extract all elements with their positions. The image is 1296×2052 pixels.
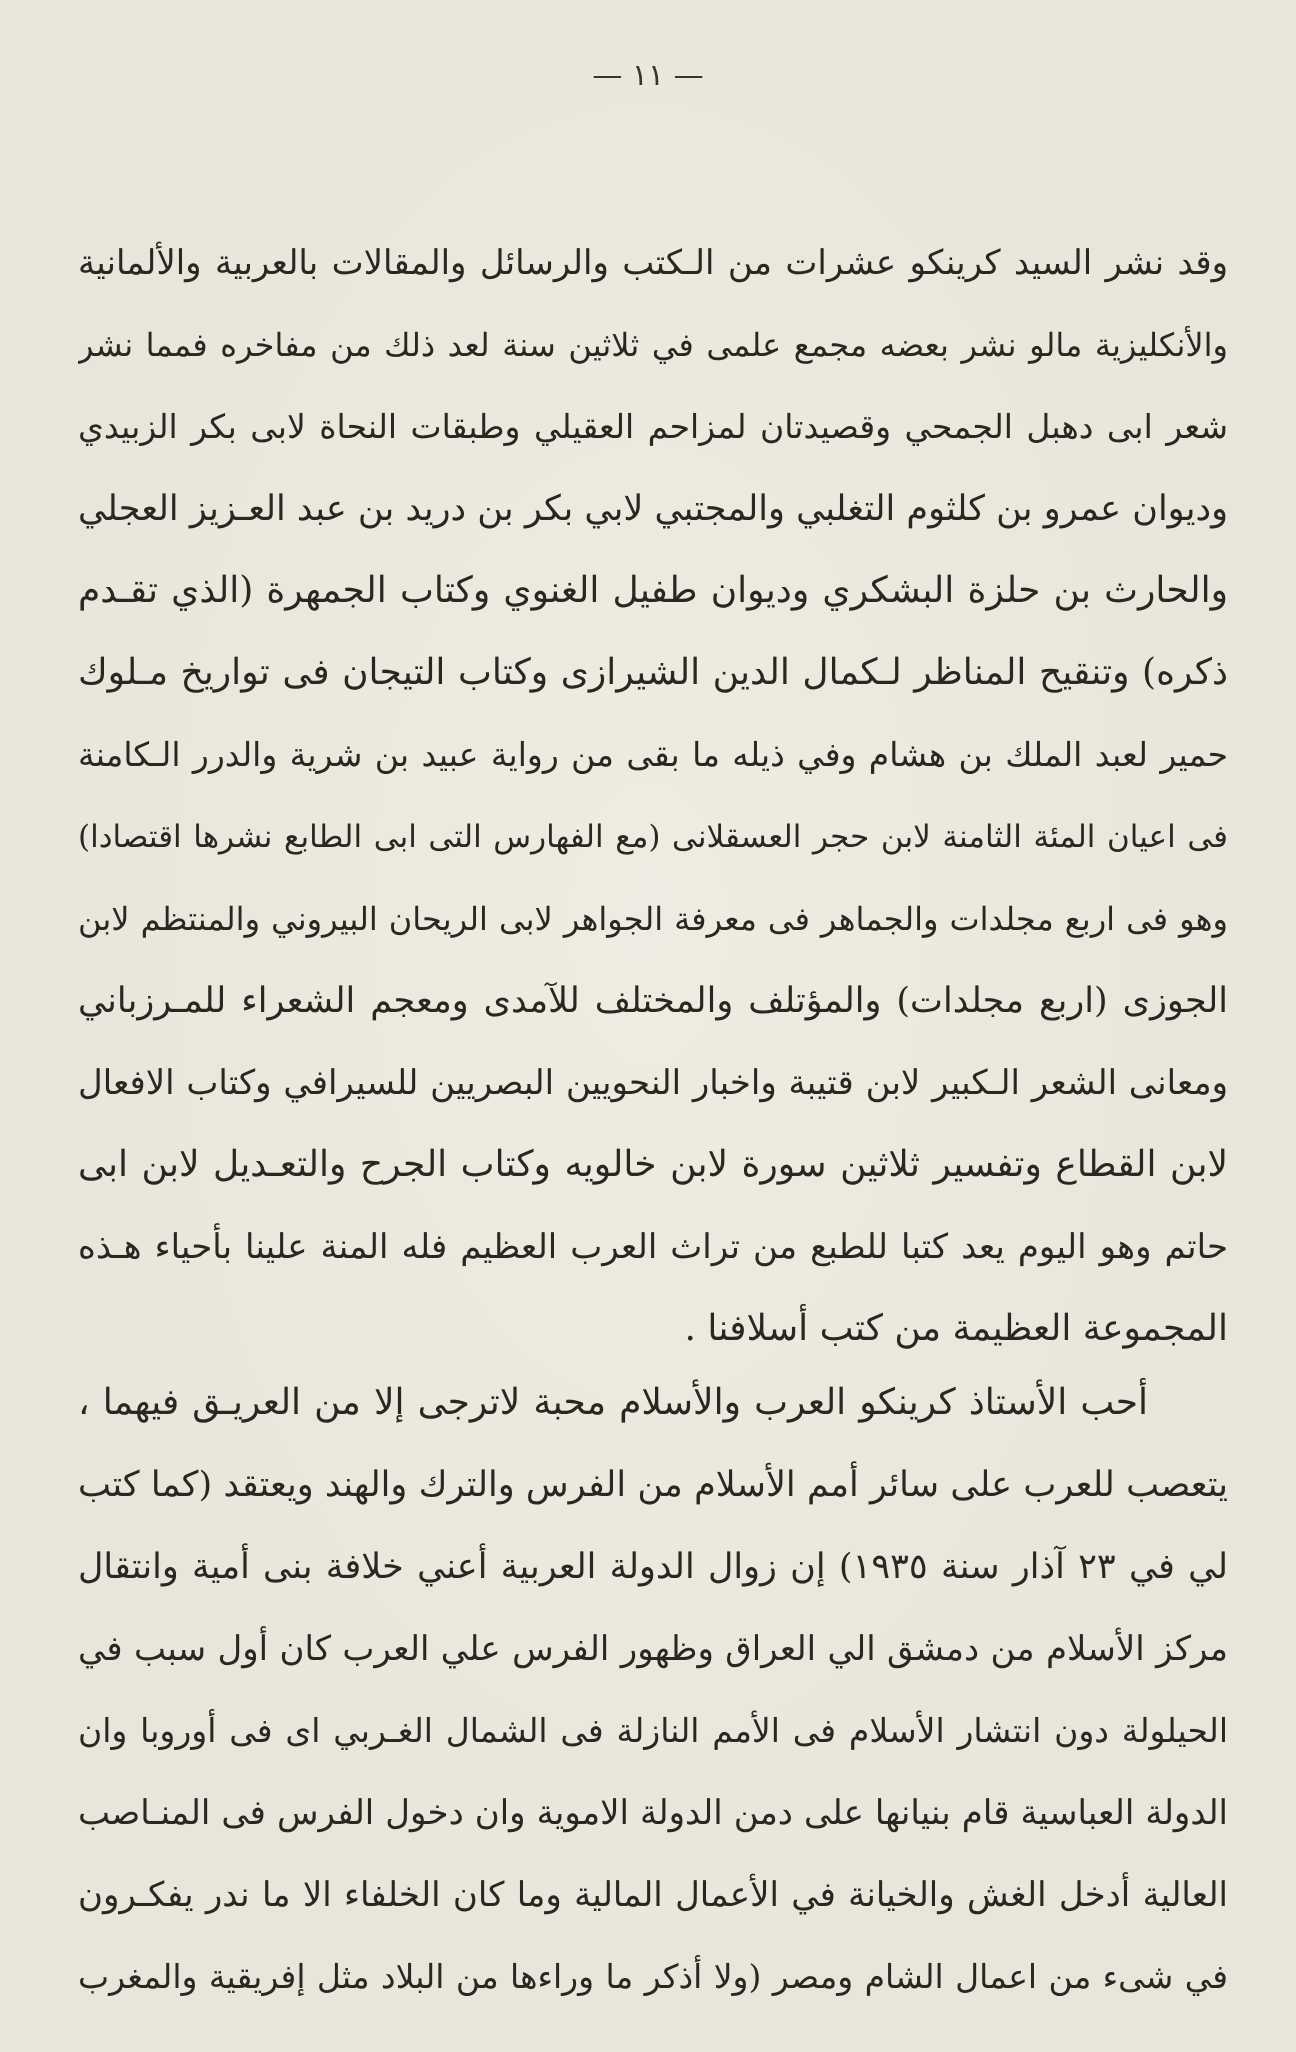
text-line: يتعصب للعرب على سائر أمم الأسلام من الفرس والترك والهند ويعتقد (كما كتب [78,1465,1228,1505]
text-line: وديوان عمرو بن كلثوم التغلبي والمجتبي لابي بكر بن دريد بن عبد العـزيز العجلي [78,489,1228,529]
text-line: وهو فى اربع مجلدات والجماهر فى معرفة الجواهر لابى الريحان البيروني والمنتظم لابن [78,900,1228,938]
text-line: لي في ٢٣ آذار سنة ١٩٣٥) إن زوال الدولة العربية أعني خلافة بنى أمية وانتقال [78,1547,1228,1587]
text-line: ومعانى الشعر الـكبير لابن قتيبة واخبار النحويين البصريين للسيرافي وكتاب الافعال [78,1063,1228,1103]
text-line: حمير لعبد الملك بن هشام وفي ذيله ما بقى من رواية عبيد بن شرية والدرر الـكامنة [78,735,1228,774]
text-line: الجوزى (اربع مجلدات) والمؤتلف والمختلف للآمدى ومعجم الشعراء للمـرزباني [78,981,1228,1021]
text-line: في شىء من اعمال الشام ومصر (ولا أذكر ما وراءها من البلاد مثل إفريقية والمغرب [78,1957,1228,1996]
text-line: وقد نشر السيد كرينكو عشرات من الـكتب والرسائل والمقالات بالعربية والألمانية [78,243,1228,283]
text-line: الدولة العباسية قام بنيانها على دمن الدولة الاموية وان دخول الفرس فى المنـاصب [78,1793,1228,1833]
text-line: حاتم وهو اليوم يعد كتبا للطبع من تراث العرب العظيم فله المنة علينا بأحياء هـذه [78,1227,1228,1267]
paragraph-2 [78,1362,1228,2018]
text-line: والحارث بن حلزة البشكري وديوان طفيل الغنوي وكتاب الجمهرة (الذي تقـدم [78,570,1228,611]
text-line: لابن القطاع وتفسير ثلاثين سورة لابن خالويه وكتاب الجرح والتعـديل لابن ابى [78,1144,1228,1185]
text-line: والأنكليزية مالو نشر بعضه مجمع علمى في ثلاثين سنة لعد ذلك من مفاخره فمما نشر [78,326,1228,364]
text-line: العالية أدخل الغش والخيانة في الأعمال المالية وما كان الخلفاء الا ما ندر يفكـرون [78,1875,1228,1915]
text-line: فى اعيان المئة الثامنة لابن حجر العسقلانى (مع الفهارس التى ابى الطابع نشرها اقتصادا) [78,819,1228,855]
text-line: ذكره) وتنقيح المناظر لـكمال الدين الشيرازى وكتاب التيجان فى تواريخ مـلوك [78,652,1228,693]
text-line: أحب الأستاذ كرينكو العرب والأسلام محبة لاترجى إلا من العريـق فيهما ، [78,1382,1148,1423]
text-line: المجموعة العظيمة من كتب أسلافنا . [684,1308,1228,1349]
text-line: مركز الأسلام من دمشق الي العراق وظهور الفرس علي العرب كان أول سبب في [78,1629,1228,1669]
text-line: الحيلولة دون انتشار الأسلام فى الأمم النازلة فى الشمال الغـربي اى فى أوروبا وان [78,1711,1228,1750]
page-number: — ١١ — [592,58,704,93]
paragraph-1 [78,222,1228,1370]
text-line: شعر ابى دهبل الجمحي وقصيدتان لمزاحم العقيلي وطبقات النحاة لابى بكر الزبيدي [78,407,1228,446]
